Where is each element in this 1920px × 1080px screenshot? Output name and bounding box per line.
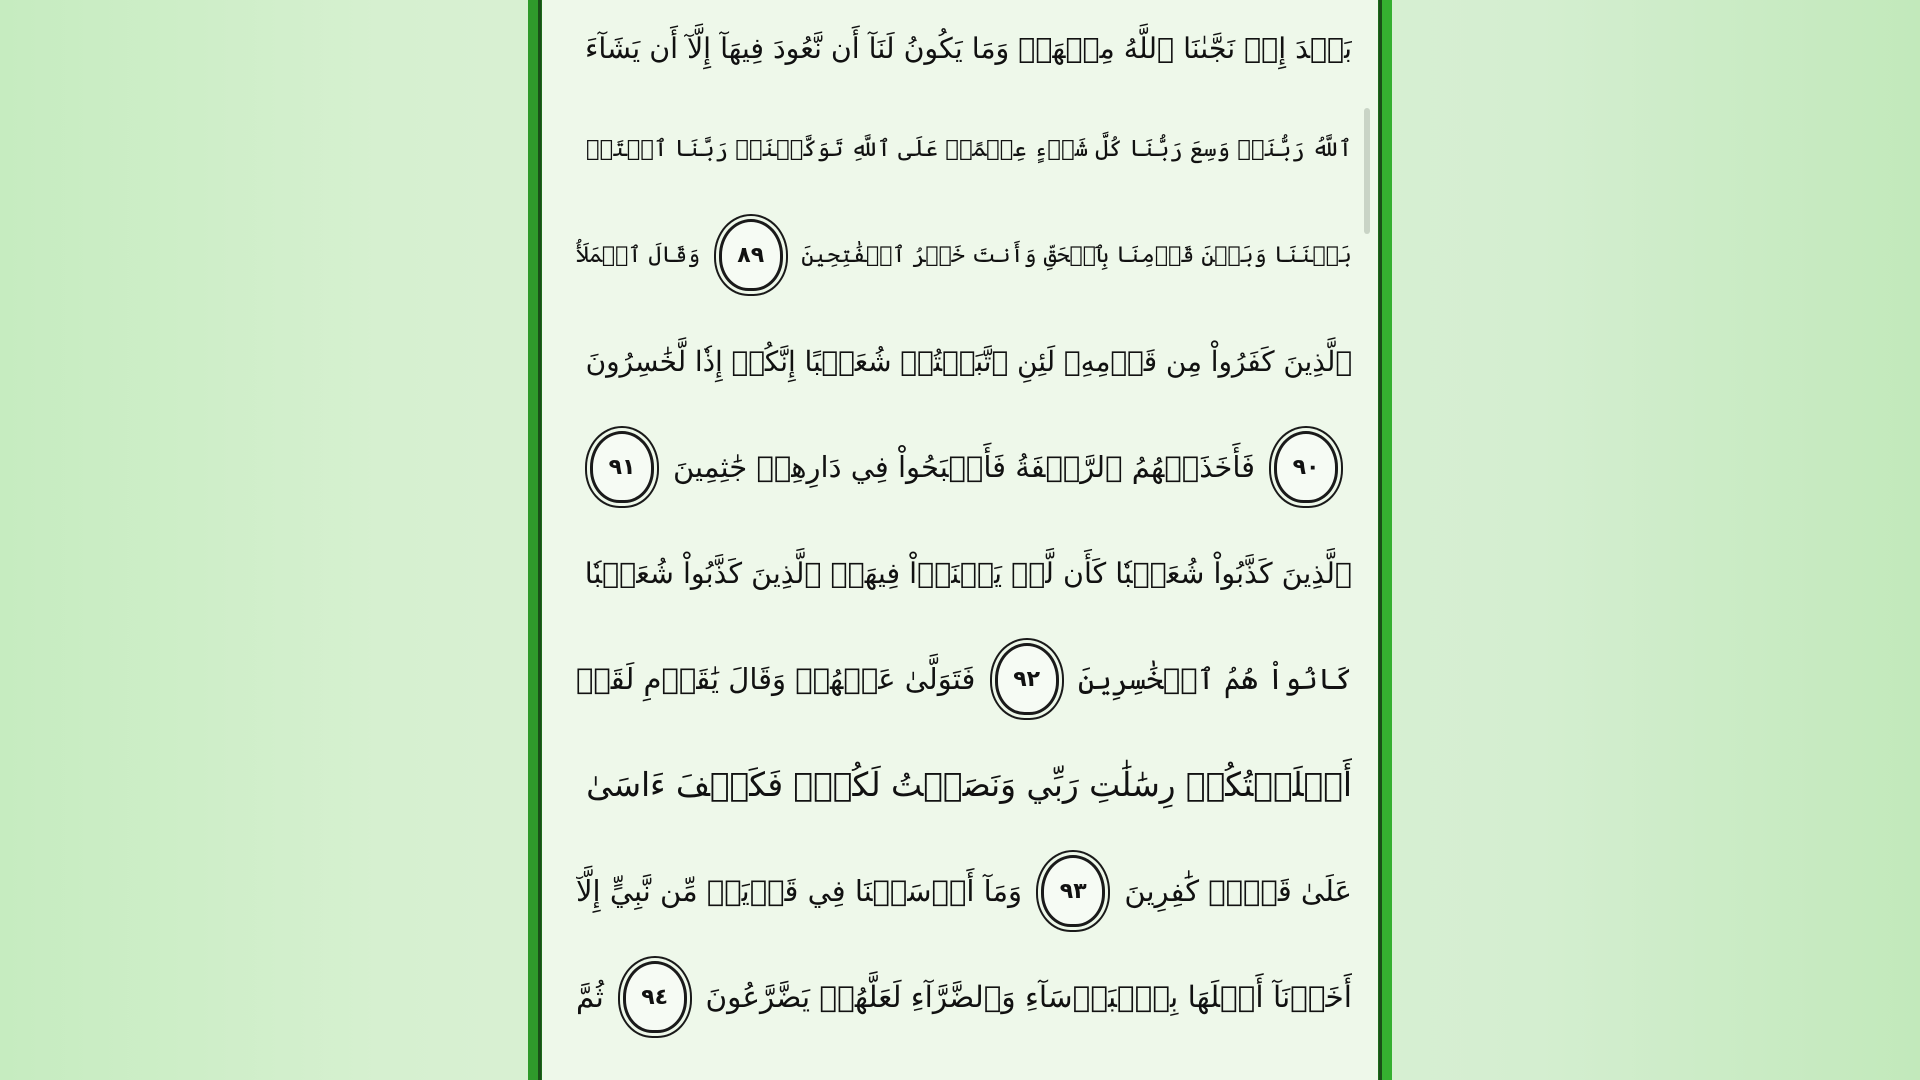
verse-line xyxy=(576,414,1352,520)
verse-line xyxy=(576,944,1352,1050)
verse-text: عَلَىٰ قَوۡمٖ كَٰفِرِينَ xyxy=(1124,874,1352,908)
scrollbar-thumb[interactable] xyxy=(1364,108,1370,234)
page-border-right xyxy=(1379,0,1382,1080)
verse-text: فَتَوَلَّىٰ عَنۡهُمۡ وَقَالَ يَٰقَوۡمِ لَقَدۡ xyxy=(576,662,976,696)
verse-line xyxy=(576,0,1352,96)
ayah-number-marker: ٩٢ xyxy=(995,643,1059,715)
ayah-number-marker: ٩١ xyxy=(590,431,654,503)
page-border-left xyxy=(538,0,541,1080)
verse-line xyxy=(576,308,1352,414)
verse-text: أَبۡلَغۡتُكُمۡ رِسَٰلَٰتِ رَبِّي وَنَصَحۡتُ لَكُمۡۖ فَكَيۡفَ ءَاسَىٰ xyxy=(586,766,1352,804)
verse-text: فَأَخَذَتۡهُمُ ٱلرَّجۡفَةُ فَأَصۡبَحُواْ فِي دَارِهِمۡ جَٰثِمِينَ xyxy=(672,450,1256,484)
verse-text: وَمَآ أَرۡسَلۡنَا فِي قَرۡيَةٖ مِّن نَّبِيٍّ إِلَّآ xyxy=(576,874,1023,908)
verse-text: ٱلَّذِينَ كَذَّبُواْ شُعَيۡبٗا كَأَن لَّمۡ يَغۡنَوۡاْ فِيهَاۚ ٱلَّذِينَ كَذَّبُواْ شُعَيۡبٗا xyxy=(584,556,1352,590)
verse-text: بَيۡنَنَا وَبَيۡنَ قَوۡمِنَا بِٱلۡحَقِّ وَأَنتَ خَيۡرُ ٱلۡفَٰتِحِينَ xyxy=(801,242,1352,268)
verse-line xyxy=(576,96,1352,202)
verse-text: ٱلَّذِينَ كَفَرُواْ مِن قَوۡمِهِۦ لَئِنِ ٱتَّبَعۡتُمۡ شُعَيۡبًا إِنَّكُمۡ إِذٗا لَّخَٰسِرُونَ xyxy=(585,344,1352,378)
ayah-number-marker: ٩٣ xyxy=(1041,855,1105,927)
quran-text-block xyxy=(576,0,1352,1050)
verse-line xyxy=(576,520,1352,626)
ayah-number-marker: ٨٩ xyxy=(719,219,783,291)
verse-text: بَعۡدَ إِذۡ نَجَّىٰنَا ٱللَّهُ مِنۡهَاۚ وَمَا يَكُونُ لَنَآ أَن نَّعُودَ فِيهَآ إِلَّآ أَن يَشَآءَ xyxy=(584,31,1352,65)
verse-text: أَخَذۡنَآ أَهۡلَهَا بِٱلۡبَأۡسَآءِ وَٱلضَّرَّآءِ لَعَلَّهُمۡ يَضَّرَّعُونَ xyxy=(705,980,1352,1014)
verse-text: ٱللَّهُ رَبُّنَاۚ وَسِعَ رَبُّنَا كُلَّ شَيۡءٍ عِلۡمًاۚ عَلَى ٱللَّهِ تَوَكَّلۡنَاۚ رَبَّنَا ٱفۡتَحۡ xyxy=(585,136,1352,162)
verse-line xyxy=(576,838,1352,944)
verse-line xyxy=(576,732,1352,838)
verse-text: كَانُواْ هُمُ ٱلۡخَٰسِرِينَ xyxy=(1077,662,1352,696)
verse-line xyxy=(576,626,1352,732)
verse-text: ثُمَّ xyxy=(576,980,604,1014)
verse-text: وَقَالَ ٱلۡمَلَأُ xyxy=(576,242,701,268)
ayah-number-marker: ٩٤ xyxy=(623,961,687,1033)
verse-line xyxy=(576,202,1352,308)
mushaf-page xyxy=(528,0,1392,1080)
ayah-number-marker: ٩٠ xyxy=(1274,431,1338,503)
